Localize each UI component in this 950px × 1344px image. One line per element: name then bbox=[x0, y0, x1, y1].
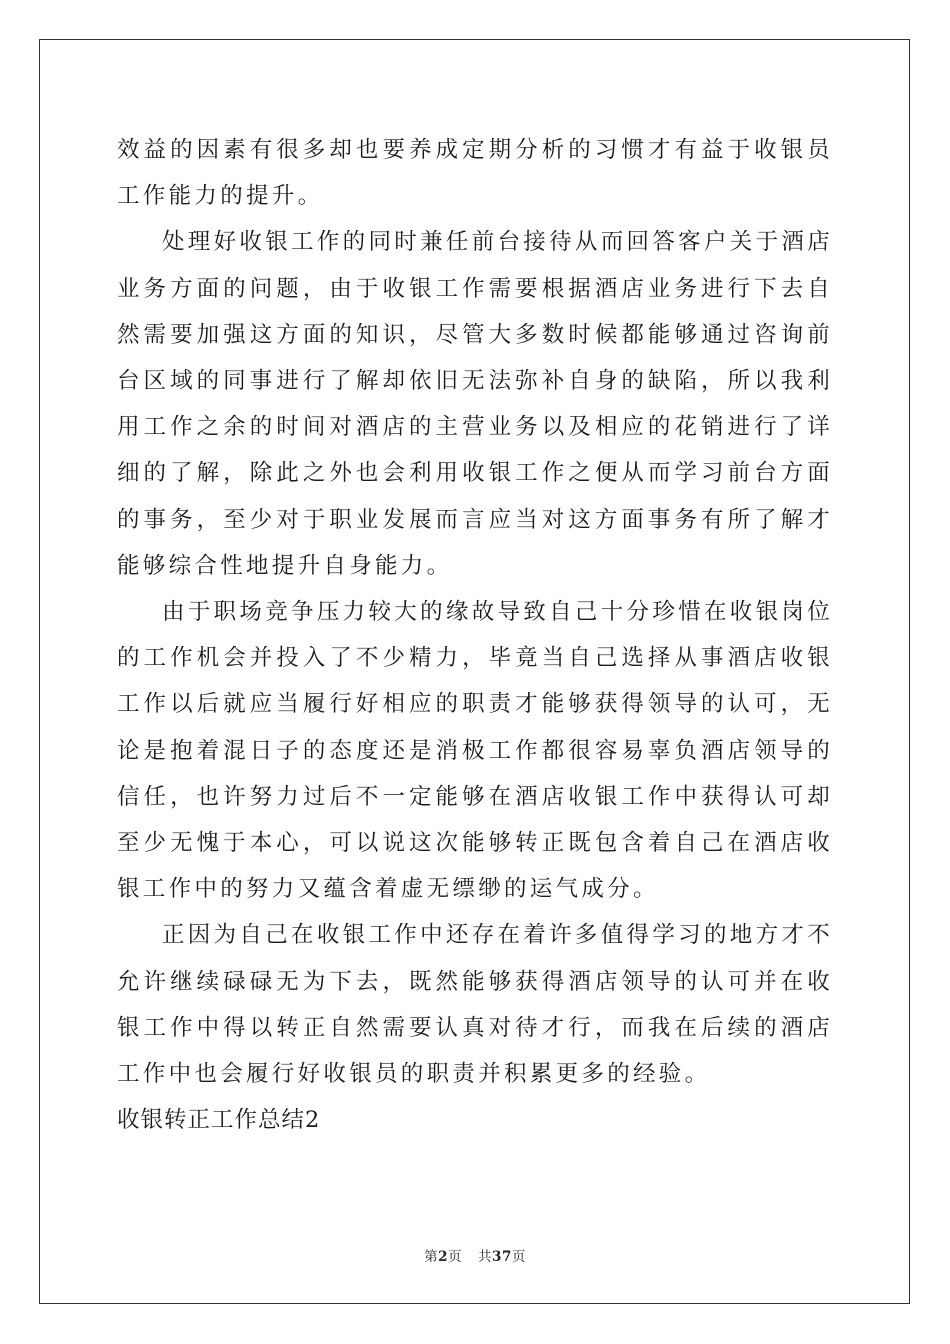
paragraph-2: 处理好收银工作的同时兼任前台接待从而回答客户关于酒店业务方面的问题，由于收银工作需要根据酒店业务进行下去自然需要加强这方面的知识，尽管大多数时候都能够通过咨询前台区域的同事进行了解却依旧无法弥补自身的缺陷，所以我利用工作之余的时间对酒店的主营业务以及相应的花销进行了详细的了解，除此之外也会利用收银工作之便从而学习前台方面的事务，至少对于职业发展而言应当对这方面事务有所了解才能够综合性地提升自身能力。 bbox=[117, 229, 833, 579]
paragraph-3: 由于职场竞争压力较大的缘故导致自己十分珍惜在收银岗位的工作机会并投入了不少精力，毕竟当自己选择从事酒店收银工作以后就应当履行好相应的职责才能够获得领导的认可，无论是抱着混日子的态度还是消极工作都很容易辜负酒店领导的信任，也许努力过后不一定能够在酒店收银工作中获得认可却至少无愧于本心，可以说这次能够转正既包含着自己在酒店收银工作中的努力又蕴含着虚无缥缈的运气成分。 bbox=[117, 599, 833, 903]
total-pages: 37 bbox=[492, 1249, 512, 1265]
paragraph-4: 正因为自己在收银工作中还存在着许多值得学习的地方才不允许继续碌碌无为下去，既然能够获得酒店领导的认可并在收银工作中得以转正自然需要认真对待才行，而我在后续的酒店工作中也会履行好收银员的职责并积累更多的经验。 bbox=[117, 922, 833, 1088]
total-prefix: 共 bbox=[478, 1249, 493, 1265]
page-prefix: 第 bbox=[424, 1249, 439, 1265]
section-heading: 收银转正工作总结2 bbox=[117, 1107, 321, 1134]
page-number: 2 bbox=[438, 1249, 449, 1265]
page-footer bbox=[0, 1245, 950, 1265]
document-body bbox=[117, 127, 833, 1143]
total-suffix: 页 bbox=[511, 1249, 526, 1265]
paragraph-1: 效益的因素有很多却也要养成定期分析的习惯才有益于收银员工作能力的提升。 bbox=[117, 137, 833, 210]
page-suffix: 页 bbox=[448, 1249, 463, 1265]
